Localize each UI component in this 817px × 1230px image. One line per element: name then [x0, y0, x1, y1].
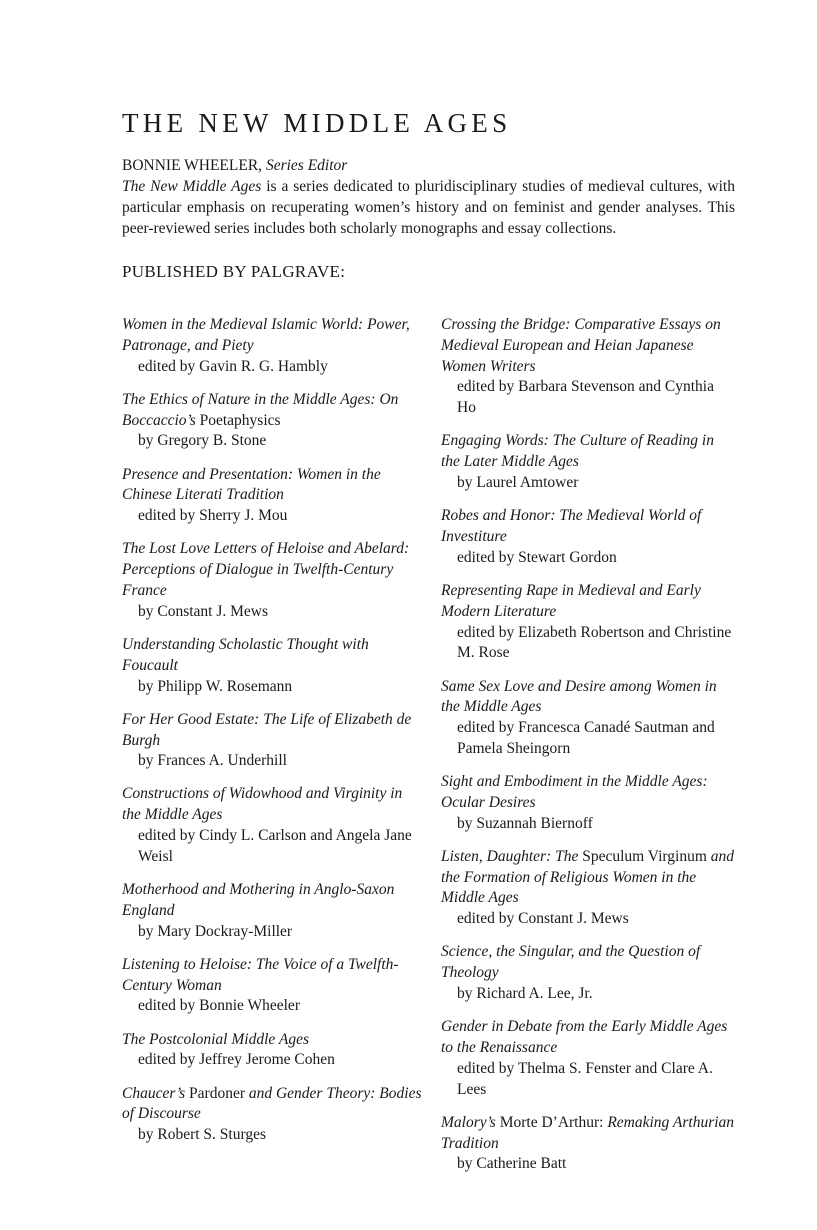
book-title-part: Poetaphysics: [195, 411, 281, 429]
book-title: Understanding Scholastic Thought with Foucault: [122, 635, 369, 674]
book-credit: by Robert S. Sturges: [138, 1126, 267, 1144]
book-entry: [122, 635, 422, 697]
book-entry: [122, 539, 422, 622]
book-title-part: Malory’s: [441, 1113, 496, 1131]
book-entry: [122, 710, 422, 772]
book-entry: [441, 772, 735, 834]
book-title: [441, 847, 735, 909]
book-credit: edited by Stewart Gordon: [457, 548, 617, 566]
book-credit: edited by Barbara Stevenson and Cynthia Ho: [457, 378, 714, 417]
book-entry: [122, 784, 422, 867]
book-entry: [441, 942, 735, 1004]
publisher-heading: PUBLISHED BY PALGRAVE:: [122, 262, 346, 281]
book-entry: [122, 465, 422, 527]
book-title: Science, the Singular, and the Question of Theology: [441, 943, 701, 982]
book-title-part: Speculum Virginum: [578, 847, 707, 865]
book-title-part: The Ethics of Nature in the Middle Ages: On Boccaccio’s: [122, 390, 399, 429]
book-credit: edited by Jeffrey Jerome Cohen: [138, 1051, 335, 1069]
book-entry: [122, 880, 422, 942]
book-title: [441, 1113, 735, 1155]
book-title: Listening to Heloise: The Voice of a Twelfth-Century Woman: [122, 955, 399, 994]
book-title: Gender in Debate from the Early Middle Ages to the Renaissance: [441, 1018, 728, 1057]
book-title: [122, 1084, 422, 1126]
book-credit: edited by Elizabeth Robertson and Christine M. Rose: [457, 623, 732, 662]
book-credit: by Constant J. Mews: [138, 602, 269, 620]
book-credit: edited by Constant J. Mews: [457, 910, 629, 928]
book-title-part: and the Formation of Religious Women in the Middle Ages: [441, 847, 734, 907]
series-editor: [122, 155, 347, 176]
book-credit: edited by Gavin R. G. Hambly: [138, 357, 328, 375]
right-book-column: [441, 315, 735, 1188]
book-title-part: Chaucer’s: [122, 1084, 186, 1102]
book-title-part: and Gender Theory: Bodies of Discourse: [122, 1084, 422, 1123]
left-book-column: [122, 315, 422, 1158]
description-text: is a series dedicated to pluridisciplinary studies of medieval cultures, with particular emphasis on recuperating women’s history and on feminist and gender analyses. This peer-reviewed series includes both scholarly monographs and essay collections.: [122, 178, 735, 237]
book-entry: [441, 315, 735, 419]
book-credit: by Frances A. Underhill: [138, 752, 287, 770]
book-entry: [441, 431, 735, 493]
book-title: Robes and Honor: The Medieval World of Investiture: [441, 507, 702, 545]
book-credit: by Mary Dockray-Miller: [138, 922, 293, 940]
book-credit: edited by Cindy L. Carlson and Angela Jane Weisl: [138, 827, 412, 865]
book-title: Motherhood and Mothering in Anglo-Saxon England: [122, 881, 395, 919]
book-credit: edited by Francesca Canadé Sautman and Pamela Sheingorn: [457, 719, 715, 757]
book-entry: [122, 390, 422, 452]
editor-name: BONNIE WHEELER,: [122, 157, 263, 174]
book-title: For Her Good Estate: The Life of Elizabeth de Burgh: [122, 710, 412, 749]
book-entry: [441, 1113, 735, 1175]
book-credit: by Philipp W. Rosemann: [138, 677, 293, 695]
book-title: Sight and Embodiment in the Middle Ages: Ocular Desires: [441, 773, 708, 811]
description-series-title: The New Middle Ages: [122, 178, 262, 195]
book-credit: edited by Sherry J. Mou: [138, 507, 288, 525]
book-title: The Lost Love Letters of Heloise and Abelard: Perceptions of Dialogue in Twelfth-Century France: [122, 540, 410, 599]
book-title: Women in the Medieval Islamic World: Power, Patronage, and Piety: [122, 316, 410, 354]
series-title: THE NEW MIDDLE AGES: [122, 108, 512, 138]
book-title: [122, 390, 422, 432]
book-title-part: Remaking Arthurian Tradition: [441, 1113, 735, 1152]
book-entry: [441, 847, 735, 930]
book-title: Representing Rape in Medieval and Early Modern Literature: [441, 581, 701, 620]
editor-role: Series Editor: [265, 157, 348, 174]
book-credit: by Richard A. Lee, Jr.: [457, 985, 593, 1003]
book-entry: [441, 1017, 735, 1100]
book-entry: [122, 1030, 422, 1072]
book-entry: [441, 506, 735, 568]
book-credit: by Gregory B. Stone: [138, 432, 267, 450]
book-credit: by Laurel Amtower: [457, 473, 579, 491]
book-title: Presence and Presentation: Women in the Chinese Literati Tradition: [122, 465, 381, 504]
book-entry: [122, 955, 422, 1017]
book-title: Same Sex Love and Desire among Women in the Middle Ages: [441, 677, 717, 716]
book-credit: by Suzannah Biernoff: [457, 814, 593, 832]
book-entry: [441, 581, 735, 664]
book-entry: [122, 315, 422, 377]
book-title-part: Morte D’Arthur:: [495, 1113, 604, 1131]
book-title-part: Pardoner: [185, 1084, 245, 1102]
book-title: Engaging Words: The Culture of Reading in the Later Middle Ages: [441, 432, 714, 471]
book-entry: [122, 1084, 422, 1146]
series-description: [122, 176, 735, 239]
book-title: Crossing the Bridge: Comparative Essays on Medieval European and Heian Japanese Women Writers: [441, 316, 721, 375]
book-title-part: Listen, Daughter: The: [441, 847, 579, 865]
book-credit: edited by Bonnie Wheeler: [138, 997, 300, 1015]
book-credit: by Catherine Batt: [457, 1155, 567, 1173]
book-title: Constructions of Widowhood and Virginity in the Middle Ages: [122, 785, 403, 824]
book-credit: edited by Thelma S. Fenster and Clare A. Lees: [457, 1059, 713, 1098]
book-entry: [441, 677, 735, 760]
book-title: The Postcolonial Middle Ages: [122, 1030, 309, 1048]
